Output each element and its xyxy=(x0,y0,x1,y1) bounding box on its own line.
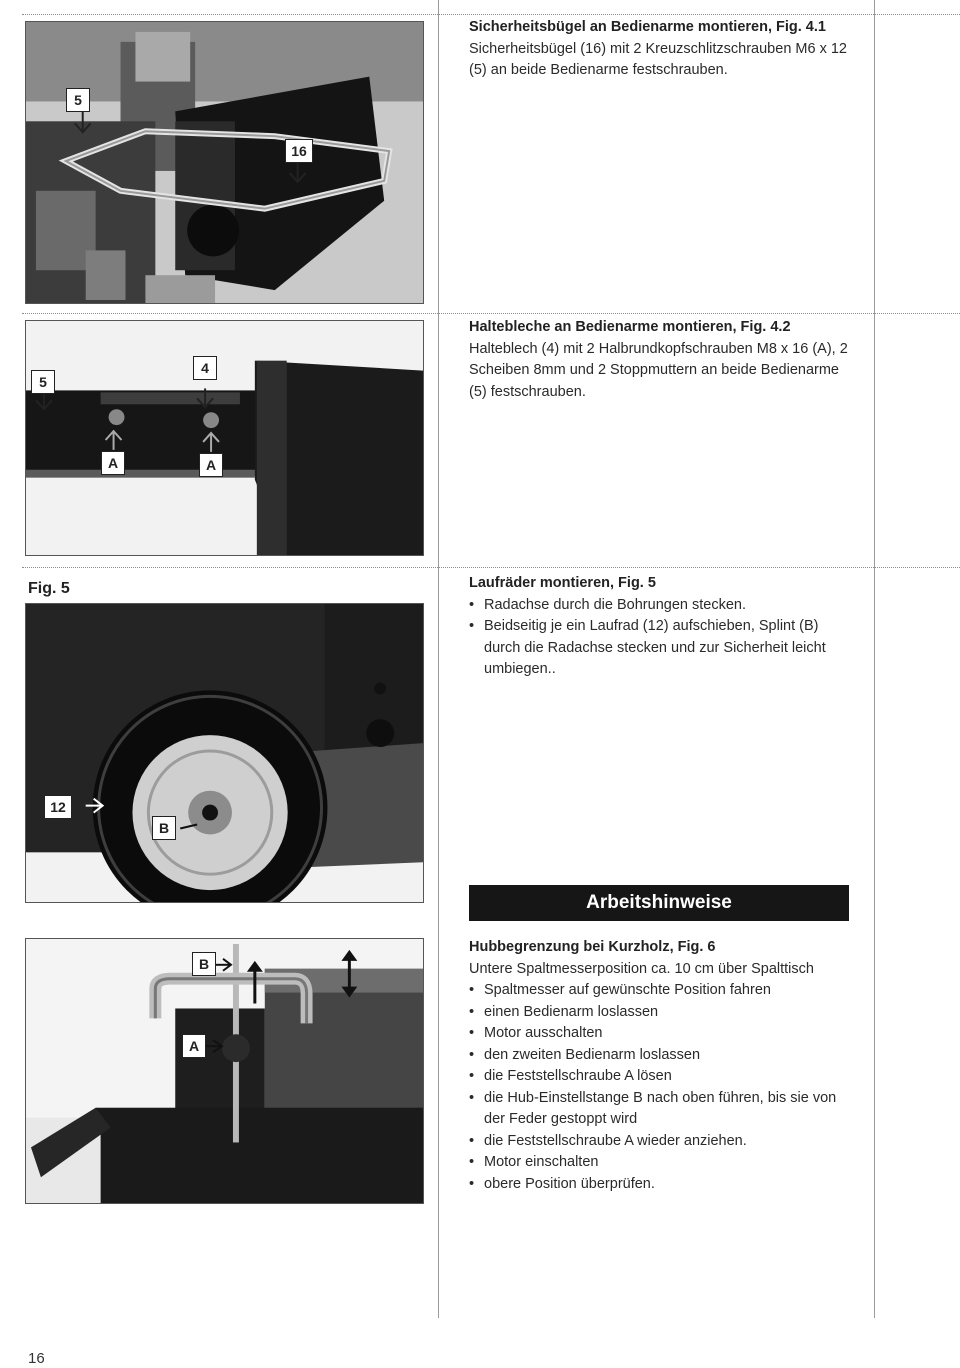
fig42-callout-5: 5 xyxy=(31,370,55,394)
fig41-photo-illustration xyxy=(26,22,423,303)
fig5-bullet-list xyxy=(469,595,851,681)
fig5-callout-b: B xyxy=(152,816,176,840)
fig6-callout-b: B xyxy=(192,952,216,976)
fig6-bullet-item: • den zweiten Bedienarm loslassen xyxy=(469,1045,851,1067)
separator-fig5 xyxy=(22,567,960,568)
fig6-photo-illustration xyxy=(26,939,423,1203)
fig6-text xyxy=(469,937,851,1195)
separator-fig41 xyxy=(22,14,960,15)
fig42-callout-a-left: A xyxy=(101,451,125,475)
fig6-intro: Untere Spaltmesserposition ca. 10 cm über Spalttisch xyxy=(469,960,814,977)
fig42-text xyxy=(469,317,851,403)
fig41-photo xyxy=(25,21,424,304)
separator-fig42 xyxy=(22,313,960,314)
fig5-bullet-item: • Radachse durch die Bohrungen stecken. xyxy=(469,595,851,617)
page-number: 16 xyxy=(28,1350,45,1367)
fig6-bullet-item: • die Feststellschraube A lösen xyxy=(469,1066,851,1088)
fig42-body: Halteblech (4) mit 2 Halbrundkopfschrauben M8 x 16 (A), 2 Scheiben 8mm und 2 Stoppmuttern an beide Bedienarme (5) festschrauben. xyxy=(469,340,848,400)
fig42-callout-4: 4 xyxy=(193,356,217,380)
fig42-photo-illustration xyxy=(26,321,423,555)
fig41-callout-5: 5 xyxy=(66,88,90,112)
fig42-heading: Haltebleche an Bedienarme montieren, Fig. 4.2 xyxy=(469,319,791,335)
column-divider-right xyxy=(874,0,875,1318)
work-notes-title: Arbeitshinweise xyxy=(469,885,849,921)
fig6-bullet-item: • obere Position überprüfen. xyxy=(469,1174,851,1196)
column-divider-left xyxy=(438,0,439,1318)
fig6-bullet-item: • die Hub-Einstellstange B nach oben führen, bis sie von der Feder gestoppt wird xyxy=(469,1088,851,1131)
fig41-heading: Sicherheitsbügel an Bedienarme montieren, Fig. 4.1 xyxy=(469,19,826,35)
fig5-heading: Laufräder montieren, Fig. 5 xyxy=(469,575,656,591)
fig6-bullet-item: • einen Bedienarm loslassen xyxy=(469,1002,851,1024)
fig6-callout-a: A xyxy=(182,1034,206,1058)
fig5-callout-12: 12 xyxy=(44,795,72,819)
fig41-text xyxy=(469,17,851,82)
fig6-bullet-item: • die Feststellschraube A wieder anziehen. xyxy=(469,1131,851,1153)
fig5-label: Fig. 5 xyxy=(28,580,70,597)
fig5-text xyxy=(469,573,851,681)
fig5-bullet-item: • Beidseitig je ein Laufrad (12) aufschieben, Splint (B) durch die Radachse stecken und zur Sicherheit leicht umbiegen.. xyxy=(469,616,851,681)
fig6-bullet-item: • Spaltmesser auf gewünschte Position fahren xyxy=(469,980,851,1002)
fig42-callout-a-right: A xyxy=(199,453,223,477)
fig6-bullet-item: • Motor ausschalten xyxy=(469,1023,851,1045)
fig41-callout-16: 16 xyxy=(285,139,313,163)
fig5-photo-illustration xyxy=(26,604,423,902)
fig6-bullet-item: • Motor einschalten xyxy=(469,1152,851,1174)
fig5-photo xyxy=(25,603,424,903)
fig6-heading: Hubbegrenzung bei Kurzholz, Fig. 6 xyxy=(469,939,716,955)
fig6-bullet-list xyxy=(469,980,851,1195)
fig42-photo xyxy=(25,320,424,556)
fig41-body: Sicherheitsbügel (16) mit 2 Kreuzschlitzschrauben M6 x 12 (5) an beide Bedienarme festschrauben. xyxy=(469,40,847,78)
fig6-photo xyxy=(25,938,424,1204)
